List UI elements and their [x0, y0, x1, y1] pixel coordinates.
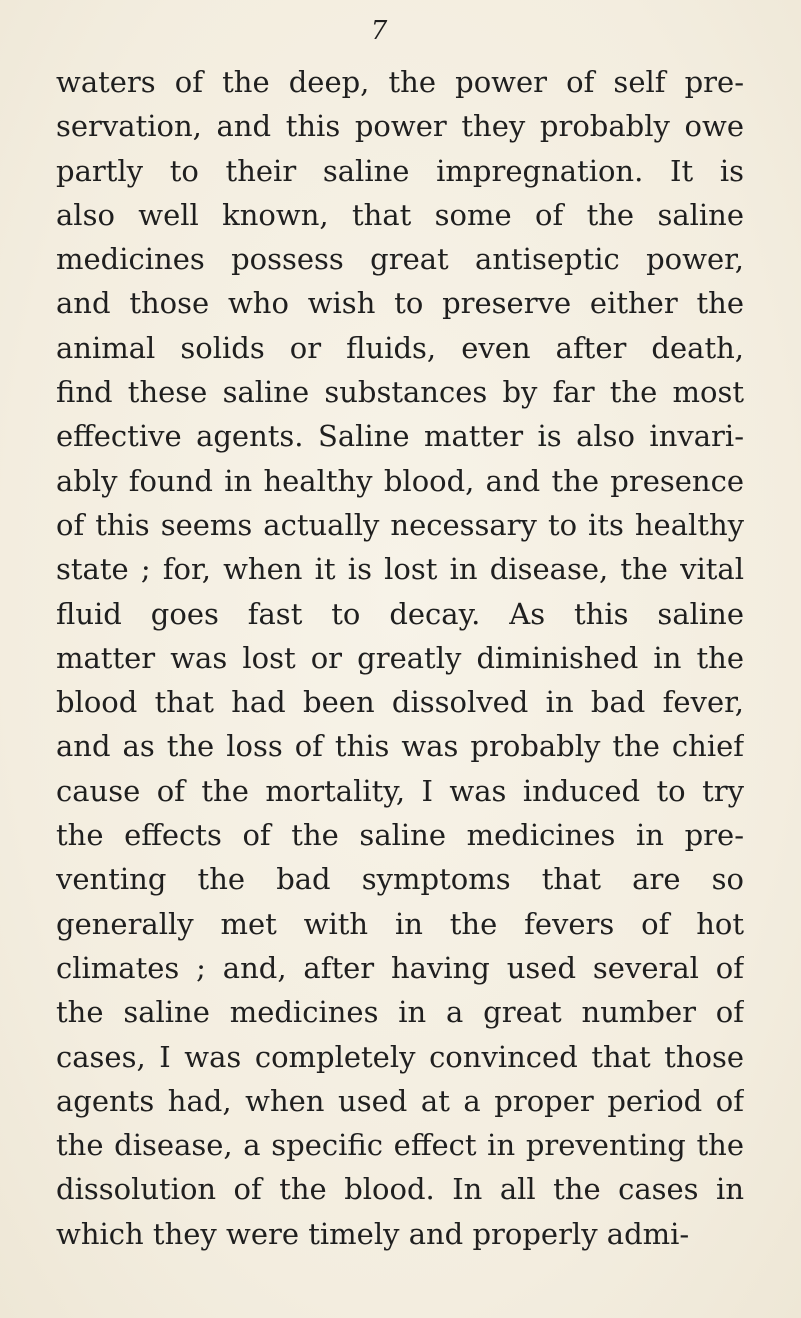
text-line: climates ; and, after having used several of — [56, 950, 744, 985]
text-line: effective agents. Saline matter is also invari- — [56, 419, 744, 454]
text-line: and those who wish to preserve either the — [56, 286, 744, 321]
text-line: matter was lost or greatly diminished in the — [56, 640, 744, 675]
text-line: dissolution of the blood. In all the cases in — [56, 1172, 744, 1207]
page-number: 7 — [370, 16, 388, 46]
text-line: ably found in healthy blood, and the presence — [56, 463, 744, 498]
text-line: generally met with in the fevers of hot — [56, 906, 744, 941]
text-line: state ; for, when it is lost in disease, the vital — [56, 552, 744, 587]
text-line: medicines possess great antiseptic power, — [56, 242, 744, 277]
text-line: cause of the mortality, I was induced to try — [56, 773, 744, 808]
text-line: fluid goes fast to decay. As this saline — [56, 596, 744, 631]
text-line: of this seems actually necessary to its healthy — [56, 507, 744, 542]
text-line: partly to their saline impregnation. It is — [56, 153, 744, 188]
text-line: the effects of the saline medicines in pre- — [56, 818, 744, 853]
text-line: animal solids or fluids, even after death, — [56, 330, 744, 365]
text-line: the saline medicines in a great number of — [56, 995, 744, 1030]
text-line: and as the loss of this was probably the chief — [56, 729, 744, 764]
text-line: which they were timely and properly admi- — [56, 1216, 690, 1251]
text-line: blood that had been dissolved in bad fever, — [56, 685, 744, 720]
text-line: also well known, that some of the saline — [56, 197, 744, 232]
text-line: servation, and this power they probably owe — [56, 109, 744, 144]
text-line: agents had, when used at a proper period of — [56, 1083, 744, 1118]
text-line: waters of the deep, the power of self pre- — [56, 65, 744, 99]
text-line: the disease, a specific effect in preventing the — [56, 1128, 744, 1163]
text-line: venting the bad symptoms that are so — [56, 862, 744, 897]
text-line: cases, I was completely convinced that those — [56, 1039, 744, 1074]
body-text — [56, 60, 744, 1256]
text-line: find these saline substances by far the most — [56, 375, 744, 410]
